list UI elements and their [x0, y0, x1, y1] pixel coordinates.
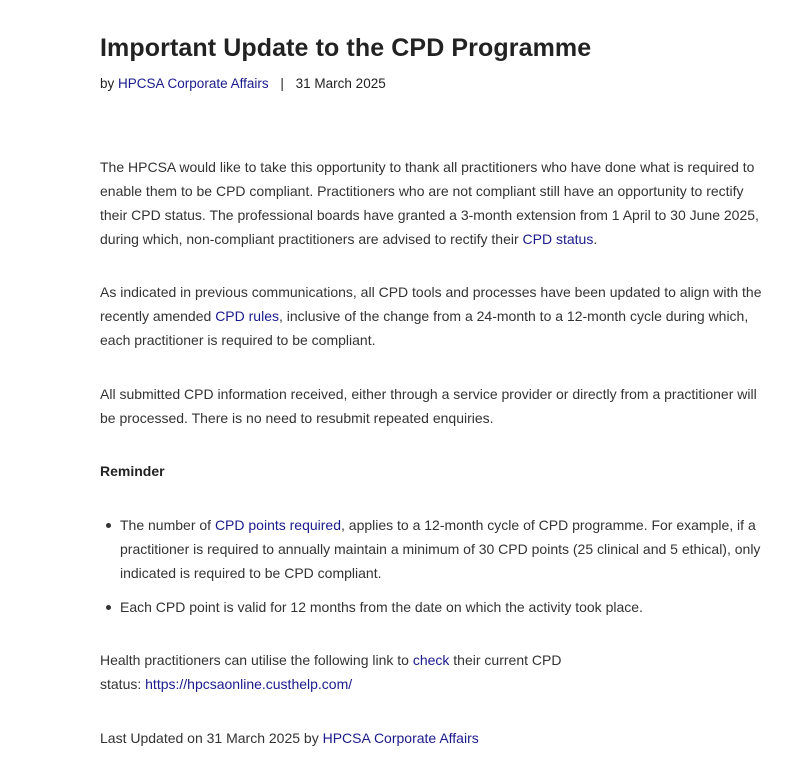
last-updated: [100, 726, 770, 750]
list-item: [120, 595, 770, 619]
byline-prefix: by: [100, 76, 115, 91]
paragraph-check-line2: status:: [100, 676, 146, 692]
reminder-heading: Reminder: [100, 463, 165, 479]
bullet-2-text: Each CPD point is valid for 12 months from the date on which the activity took place.: [120, 599, 643, 615]
paragraph-extension-suffix: .: [593, 231, 598, 247]
reminder-list: [100, 513, 770, 629]
cpd-status-link[interactable]: CPD status: [522, 231, 594, 247]
bullet-dot: [106, 605, 111, 610]
cpd-points-required-link[interactable]: CPD points required: [214, 517, 341, 533]
paragraph-extension: [100, 155, 770, 251]
paragraph-cpd-tools-suffix: , inclusive of the change from a 24-month to a 12-month cycle during which, each practitioner is required to be compliant.: [100, 308, 749, 348]
paragraph-cpd-tools-prefix: As indicated in previous communications, all CPD tools and processes have been updated to align with the recently amended: [100, 284, 762, 324]
cpd-rules-link[interactable]: CPD rules: [215, 308, 279, 324]
check-link[interactable]: check: [412, 652, 450, 668]
paragraph-check-prefix: Health practitioners can utilise the following link to: [100, 652, 413, 668]
bullet-dot: [106, 523, 111, 528]
paragraph-extension-text: The HPCSA would like to take this opportunity to thank all practitioners who have done what is required to enable them to be CPD compliant. Practitioners who are not compliant still have an opportunity to rectify their CPD status. The professional boards have granted a 3-month extension from 1 April to 30 June 2025, during which, non-compliant practitioners are advised to rectify their: [100, 159, 759, 247]
paragraph-check-middle: their current CPD: [449, 652, 562, 668]
last-updated-prefix: Last Updated on 31 March 2025 by: [100, 730, 323, 746]
footer-author-link[interactable]: HPCSA Corporate Affairs: [322, 730, 479, 746]
hpcsaonline-link[interactable]: https://hpcsaonline.custhelp.com/: [145, 676, 353, 692]
bullet-1-prefix: The number of: [120, 517, 215, 533]
paragraph-check-status: [100, 648, 770, 696]
paragraph-submissions: [100, 382, 770, 430]
paragraph-cpd-tools: [100, 280, 770, 352]
byline: [100, 75, 386, 93]
byline-separator: |: [280, 76, 284, 91]
bullet-1-suffix: , applies to a 12-month cycle of CPD programme. For example, if a practitioner is required to annually maintain a minimum of 30 CPD points (25 clinical and 5 ethical), only indicated is required to be CPD compliant.: [120, 517, 761, 581]
publish-date: 31 March 2025: [295, 76, 386, 91]
author-link[interactable]: HPCSA Corporate Affairs: [118, 76, 269, 91]
article-title: Important Update to the CPD Programme: [100, 34, 592, 62]
paragraph-submissions-text: All submitted CPD information received, either through a service provider or directly from a practitioner will be processed. There is no need to resubmit repeated enquiries.: [100, 386, 757, 426]
list-item: [120, 513, 770, 585]
